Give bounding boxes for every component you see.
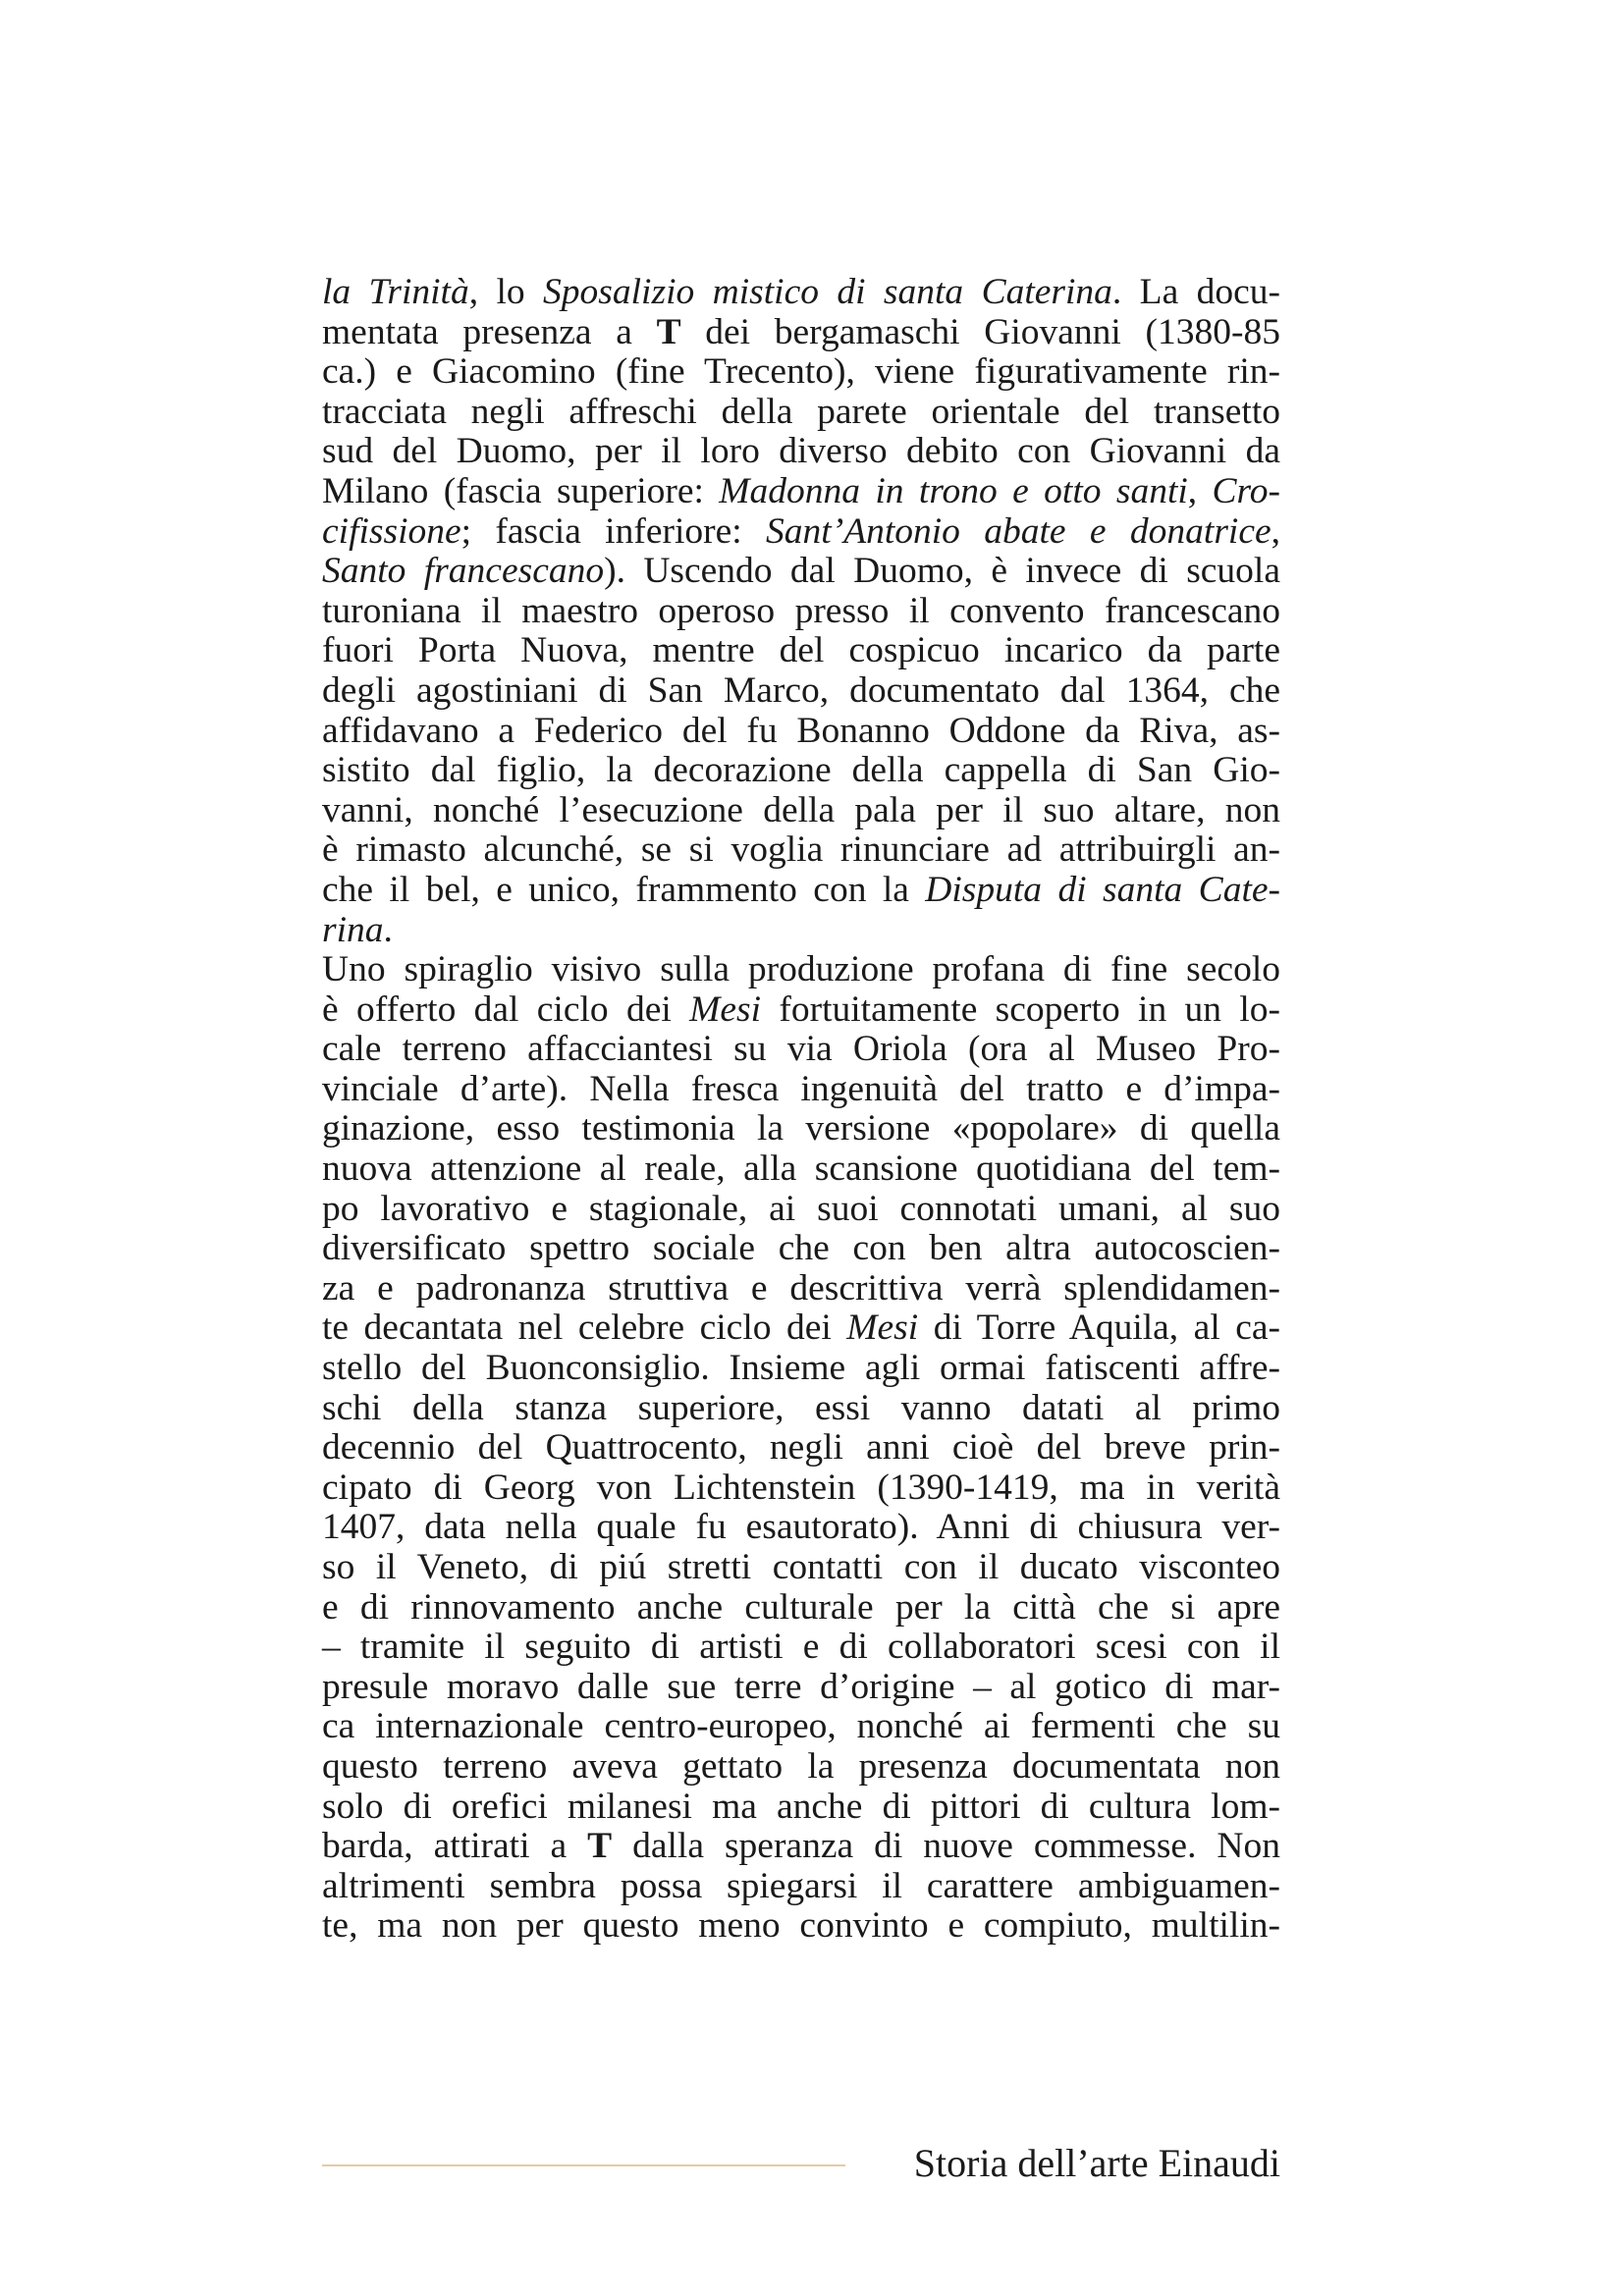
text-span: decennio del Quattrocento, negli anni cioè del breve prin- — [322, 1427, 1280, 1468]
text-span: fortuitamente scoperto in un lo- — [761, 988, 1280, 1030]
text-span: fuori Porta Nuova, mentre del cospicuo incarico da parte — [322, 630, 1280, 671]
italic-title: la Trinità — [322, 272, 469, 312]
text-line — [322, 990, 1280, 1031]
text-line — [322, 1428, 1280, 1468]
text-line — [322, 1747, 1280, 1788]
text-span: questo terreno aveva gettato la presenza documentata non — [322, 1745, 1280, 1787]
italic-title: Cro- — [1212, 470, 1280, 511]
italic-title: Mesi — [846, 1308, 919, 1349]
text-span: za e padronanza struttiva e descrittiva verrà splendidamen- — [322, 1267, 1280, 1308]
text-line — [322, 1508, 1280, 1548]
text-line — [322, 791, 1280, 831]
text-span: . — [383, 909, 393, 950]
text-span: . La docu- — [1111, 272, 1280, 312]
text-span: barda, attirati a — [322, 1826, 588, 1867]
text-line — [322, 1269, 1280, 1309]
text-line — [322, 1867, 1280, 1907]
text-span: nuova attenzione al reale, alla scansione quotidiana del tem- — [322, 1148, 1280, 1190]
text-line — [322, 1827, 1280, 1867]
text-span: vanni, nonché l’esecuzione della pala per il suo altare, non — [322, 789, 1280, 830]
text-line — [322, 1349, 1280, 1389]
text-span: degli agostiniani di San Marco, documentato dal 1364, che — [322, 669, 1280, 711]
text-span: ca internazionale centro-europeo, nonché ai fermenti che su — [322, 1706, 1280, 1747]
text-line — [322, 1070, 1280, 1110]
text-line — [322, 313, 1280, 353]
text-line — [322, 592, 1280, 632]
text-line — [322, 712, 1280, 752]
italic-title: Disputa di santa Cate- — [925, 869, 1280, 910]
bold-abbrev: T — [587, 1826, 613, 1867]
text-line — [322, 1707, 1280, 1747]
italic-title: Madonna in trono e otto santi — [719, 470, 1188, 511]
text-span: cipato di Georg von Lichtenstein (1390-1419, ma in verità — [322, 1467, 1280, 1508]
text-span: altrimenti sembra possa spiegarsi il carattere ambiguamen- — [322, 1865, 1280, 1906]
text-line — [322, 1548, 1280, 1588]
text-line — [322, 352, 1280, 393]
italic-title: rina — [322, 909, 384, 950]
text-span: , — [1271, 510, 1280, 552]
text-line — [322, 1468, 1280, 1509]
footer-rule — [322, 2164, 845, 2166]
text-span: ginazione, esso testimonia la versione «popolare» di quella — [322, 1108, 1280, 1149]
text-line — [322, 671, 1280, 712]
text-span: Uno spiraglio visivo sulla produzione profana di fine secolo — [322, 949, 1280, 990]
text-span: Milano (fascia superiore: — [322, 470, 720, 511]
text-line — [322, 512, 1280, 553]
text-span: dalla speranza di nuove commesse. Non — [612, 1826, 1281, 1867]
text-line — [322, 1668, 1280, 1708]
text-span: dei bergamaschi Giovanni (1380-85 — [680, 311, 1280, 352]
text-span: , lo — [468, 272, 544, 312]
text-span: schi della stanza superiore, essi vanno datati al primo — [322, 1387, 1280, 1428]
text-span: di Torre Aquila, al ca- — [918, 1308, 1281, 1349]
text-span: sud del Duomo, per il loro diverso debito con Giovanni da — [322, 431, 1280, 472]
text-line — [322, 472, 1280, 512]
text-line — [322, 1628, 1280, 1668]
text-span: affidavano a Federico del fu Bonanno Oddone da Riva, as- — [322, 710, 1280, 751]
text-line — [322, 751, 1280, 791]
text-line — [322, 830, 1280, 871]
text-span: solo di orefici milanesi ma anche di pittori di cultura lom- — [322, 1786, 1280, 1827]
italic-title: Santo francescano — [322, 551, 605, 592]
text-span: sistito dal figlio, la decorazione della cappella di San Gio- — [322, 750, 1280, 791]
text-span: diversificato spettro sociale che con ben altra autocoscien- — [322, 1228, 1280, 1269]
text-span: ca.) e Giacomino (fine Trecento), viene figurativamente rin- — [322, 351, 1280, 393]
text-line — [322, 1109, 1280, 1149]
body-text — [322, 273, 1280, 1947]
text-span: presule moravo dalle sue terre d’origine – al gotico di mar- — [322, 1666, 1280, 1707]
text-span: tracciata negli affreschi della parete orientale del transetto — [322, 391, 1280, 432]
text-span: te, ma non per questo meno convinto e compiuto, multilin- — [322, 1905, 1280, 1947]
italic-title: Sant’Antonio abate e donatrice — [766, 510, 1271, 552]
text-line — [322, 1030, 1280, 1070]
text-line — [322, 1190, 1280, 1230]
text-span: ). Uscendo dal Duomo, è invece di scuola — [604, 551, 1280, 592]
text-line — [322, 1229, 1280, 1269]
text-line — [322, 393, 1280, 433]
text-line — [322, 871, 1280, 911]
text-line — [322, 1149, 1280, 1190]
text-span: è offerto dal ciclo dei — [322, 988, 690, 1030]
italic-title: cifissione — [322, 510, 461, 552]
text-line — [322, 552, 1280, 592]
text-span: te decantata nel celebre ciclo dei — [322, 1308, 847, 1349]
text-span: , — [1187, 470, 1213, 511]
text-span: – tramite il seguito di artisti e di collaboratori scesi con il — [322, 1627, 1280, 1668]
italic-title: Mesi — [689, 988, 762, 1030]
text-span: cale terreno affacciantesi su via Oriola (ora al Museo Pro- — [322, 1029, 1280, 1070]
text-span: turoniana il maestro operoso presso il convento francescano — [322, 590, 1280, 631]
text-span: 1407, data nella quale fu esautorato). Anni di chiusura ver- — [322, 1507, 1280, 1548]
italic-title: Sposalizio mistico di santa Caterina — [543, 272, 1112, 312]
text-span: mentata presenza a — [322, 311, 657, 352]
text-span: e di rinnovamento anche culturale per la città che si apre — [322, 1586, 1280, 1628]
text-span: stello del Buonconsiglio. Insieme agli ormai fatiscenti affre- — [322, 1348, 1280, 1389]
bold-abbrev: T — [656, 311, 681, 352]
text-line — [322, 432, 1280, 472]
text-line — [322, 1308, 1280, 1349]
text-line — [322, 1788, 1280, 1828]
text-line — [322, 1906, 1280, 1947]
text-span: che il bel, e unico, frammento con la — [322, 869, 926, 910]
text-line — [322, 631, 1280, 671]
text-line — [322, 1588, 1280, 1629]
text-span: è rimasto alcunché, se si voglia rinunciare ad attribuirgli an- — [322, 829, 1280, 871]
text-span: so il Veneto, di piú stretti contatti con il ducato visconteo — [322, 1547, 1280, 1587]
text-span: po lavorativo e stagionale, ai suoi connotati umani, al suo — [322, 1188, 1280, 1229]
text-line — [322, 273, 1280, 313]
text-line — [322, 911, 1280, 951]
text-span: ; fascia inferiore: — [460, 510, 767, 552]
text-span: vinciale d’arte). Nella fresca ingenuità del tratto e d’impa- — [322, 1068, 1280, 1109]
text-line — [322, 950, 1280, 990]
footer-title: Storia dell’arte Einaudi — [913, 2141, 1280, 2185]
text-line — [322, 1389, 1280, 1429]
